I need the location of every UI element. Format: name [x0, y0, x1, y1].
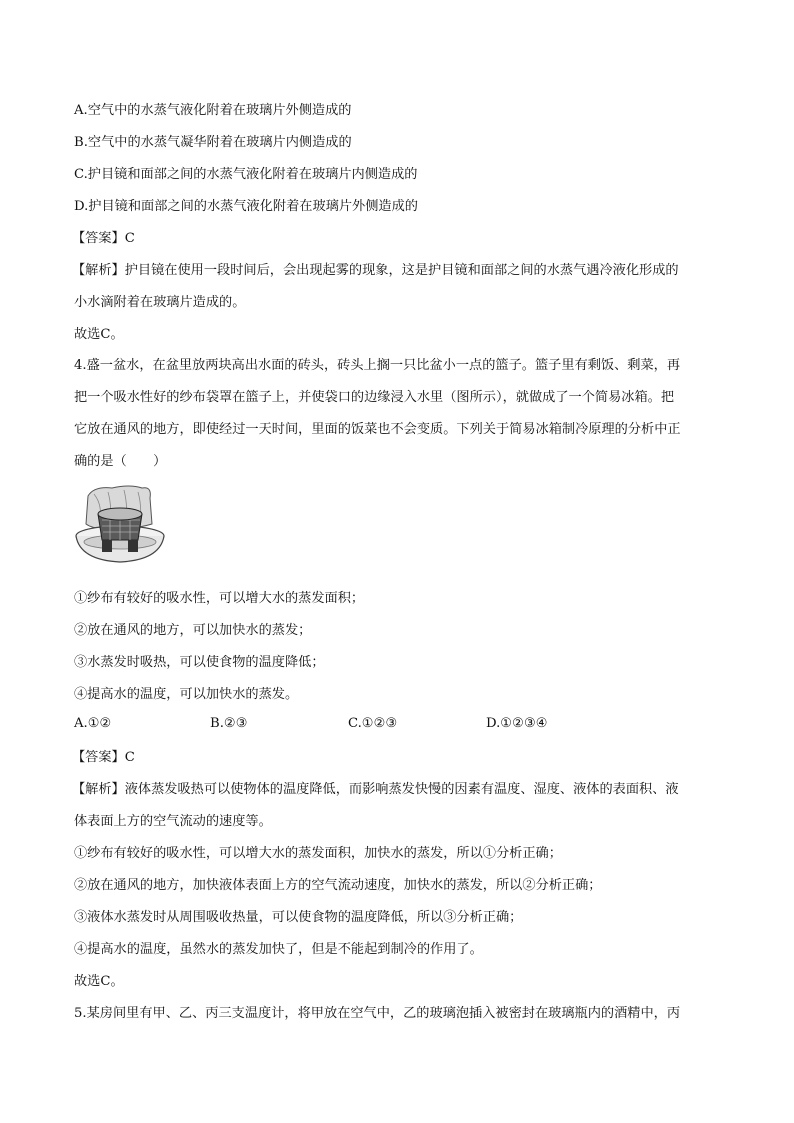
- question-5-line-1: 5.某房间里有甲、乙、丙三支温度计，将甲放在空气中，乙的玻璃泡插入被密封在玻璃瓶内的酒精中，丙: [74, 1006, 681, 1021]
- analysis-line-1: 【解析】液体蒸发吸热可以使物体的温度降低，而影响蒸发快慢的因素有温度、湿度、液体的表面积、液: [72, 782, 679, 797]
- analysis-line-6: ④提高水的温度，虽然水的蒸发加快了，但是不能起到制冷的作用了。: [74, 942, 483, 957]
- answer-label: 【答案】C: [72, 750, 135, 765]
- option-d: D.护目镜和面部之间的水蒸气液化附着在玻璃片外侧造成的: [74, 199, 418, 214]
- analysis-line-2: 小水滴附着在玻璃片造成的。: [74, 295, 246, 310]
- analysis-line-4: ②放在通风的地方，加快液体表面上方的空气流动速度，加快水的蒸发，所以②分析正确；: [74, 878, 602, 893]
- question-4-line-2: 把一个吸水性好的纱布袋罩在篮子上，并使袋口的边缘浸入水里（图所示），就做成了一个简易冰箱。把: [74, 390, 675, 405]
- option-b: B.空气中的水蒸气凝华附着在玻璃片内侧造成的: [74, 135, 352, 150]
- conclusion: 故选C。: [74, 327, 124, 342]
- choices-row: [74, 716, 720, 736]
- choice-a: A.①②: [74, 716, 112, 731]
- icebox-figure: [72, 484, 168, 570]
- choice-c: C.①②③: [348, 716, 398, 731]
- answer-label: 【答案】C: [72, 231, 135, 246]
- statement-2: ②放在通风的地方，可以加快水的蒸发；: [74, 623, 312, 638]
- question-4-line-3: 它放在通风的地方，即使经过一天时间，里面的饭菜也不会变质。下列关于简易冰箱制冷原理的分析中正: [74, 422, 681, 437]
- choice-d: D.①②③④: [486, 716, 548, 731]
- choice-b: B.②③: [210, 716, 248, 731]
- analysis-line-1: 【解析】护目镜在使用一段时间后，会出现起雾的现象，这是护目镜和面部之间的水蒸气遇冷液化形成的: [72, 263, 679, 278]
- statement-3: ③水蒸发时吸热，可以使食物的温度降低；: [74, 655, 325, 670]
- analysis-line-2: 体表面上方的空气流动的速度等。: [74, 814, 272, 829]
- option-c: C.护目镜和面部之间的水蒸气液化附着在玻璃片内侧造成的: [74, 167, 418, 182]
- option-a: A.空气中的水蒸气液化附着在玻璃片外侧造成的: [74, 103, 352, 118]
- statement-1: ①纱布有较好的吸水性，可以增大水的蒸发面积；: [74, 591, 365, 606]
- question-4-line-1: 4.盛一盆水，在盆里放两块高出水面的砖头，砖头上搁一只比盆小一点的篮子。篮子里有剩饭、剩菜，再: [74, 358, 681, 373]
- analysis-line-3: ①纱布有较好的吸水性，可以增大水的蒸发面积，加快水的蒸发，所以①分析正确；: [74, 846, 562, 861]
- statement-4: ④提高水的温度，可以加快水的蒸发。: [74, 687, 299, 702]
- analysis-line-5: ③液体水蒸发时从周围吸收热量，可以使食物的温度降低，所以③分析正确；: [74, 910, 523, 925]
- question-4-line-4: 确的是（ ）: [74, 454, 167, 469]
- conclusion: 故选C。: [74, 974, 124, 989]
